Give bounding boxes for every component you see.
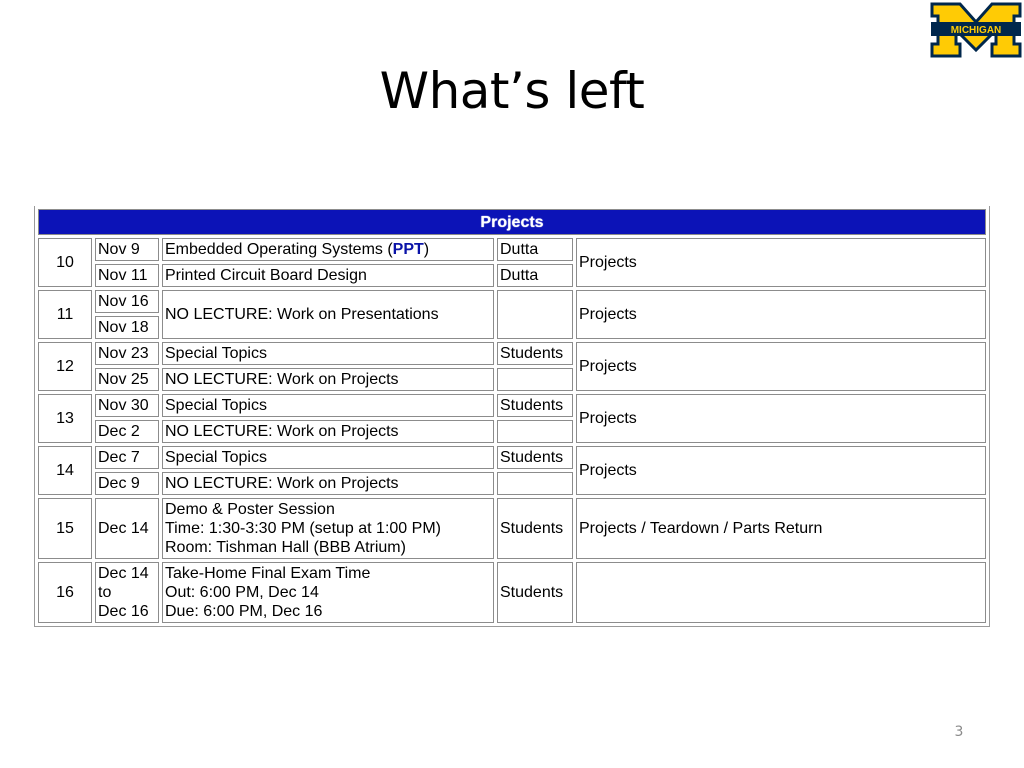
topic-line: Demo & Poster Session bbox=[165, 501, 335, 518]
lecture-date: Nov 30 bbox=[95, 394, 159, 417]
presenter bbox=[497, 290, 573, 339]
lecture-date: Dec 7 bbox=[95, 446, 159, 469]
michigan-block-m-logo bbox=[930, 2, 1022, 58]
presenter: Students bbox=[497, 342, 573, 365]
notes bbox=[576, 562, 986, 623]
lecture-date: Nov 23 bbox=[95, 342, 159, 365]
presenter: Students bbox=[497, 446, 573, 469]
lecture-date: Nov 25 bbox=[95, 368, 159, 391]
table-row bbox=[38, 562, 986, 623]
topic-line: Room: Tishman Hall (BBB Atrium) bbox=[165, 539, 406, 556]
lecture-topic: Printed Circuit Board Design bbox=[162, 264, 494, 287]
lecture-date bbox=[95, 562, 159, 623]
logo-text: MICHIGAN bbox=[950, 25, 1002, 36]
date-line: Dec 16 bbox=[98, 603, 149, 620]
ppt-link[interactable]: PPT bbox=[392, 241, 424, 258]
lecture-date: Nov 16 bbox=[95, 290, 159, 313]
lecture-topic: Embedded Operating Systems (PPT) bbox=[162, 238, 494, 261]
week-number: 12 bbox=[38, 342, 92, 391]
lecture-topic: Special Topics bbox=[162, 394, 494, 417]
table-header-row bbox=[38, 209, 986, 235]
presenter: Dutta bbox=[497, 264, 573, 287]
lecture-topic: NO LECTURE: Work on Projects bbox=[162, 420, 494, 443]
topic-line: Due: 6:00 PM, Dec 16 bbox=[165, 603, 323, 620]
lecture-topic: NO LECTURE: Work on Presentations bbox=[162, 290, 494, 339]
week-number: 10 bbox=[38, 238, 92, 287]
date-line: to bbox=[98, 584, 112, 601]
presenter bbox=[497, 420, 573, 443]
lecture-date: Nov 18 bbox=[95, 316, 159, 339]
schedule-table bbox=[35, 206, 989, 626]
presenter bbox=[497, 472, 573, 495]
lecture-topic: Special Topics bbox=[162, 446, 494, 469]
table-row bbox=[38, 290, 986, 313]
lecture-date: Dec 2 bbox=[95, 420, 159, 443]
week-number: 11 bbox=[38, 290, 92, 339]
presenter: Students bbox=[497, 394, 573, 417]
week-number: 13 bbox=[38, 394, 92, 443]
schedule-table-container bbox=[34, 206, 990, 627]
notes: Projects bbox=[576, 290, 986, 339]
table-row bbox=[38, 238, 986, 261]
table-row bbox=[38, 394, 986, 417]
lecture-topic: NO LECTURE: Work on Projects bbox=[162, 472, 494, 495]
presenter: Students bbox=[497, 562, 573, 623]
lecture-date: Nov 9 bbox=[95, 238, 159, 261]
topic-line: Time: 1:30-3:30 PM (setup at 1:00 PM) bbox=[165, 520, 441, 537]
notes: Projects bbox=[576, 394, 986, 443]
week-number: 14 bbox=[38, 446, 92, 495]
slide-title: What’s left bbox=[379, 62, 645, 120]
notes: Projects bbox=[576, 238, 986, 287]
table-row bbox=[38, 342, 986, 365]
topic-line: Take-Home Final Exam Time bbox=[165, 565, 371, 582]
section-header: Projects bbox=[38, 209, 986, 235]
presenter: Dutta bbox=[497, 238, 573, 261]
presenter: Students bbox=[497, 498, 573, 559]
lecture-date: Dec 9 bbox=[95, 472, 159, 495]
lecture-date: Dec 14 bbox=[95, 498, 159, 559]
topic-line: Out: 6:00 PM, Dec 14 bbox=[165, 584, 319, 601]
lecture-topic bbox=[162, 562, 494, 623]
presenter bbox=[497, 368, 573, 391]
lecture-date: Nov 11 bbox=[95, 264, 159, 287]
date-line: Dec 14 bbox=[98, 565, 149, 582]
notes: Projects / Teardown / Parts Return bbox=[576, 498, 986, 559]
notes: Projects bbox=[576, 342, 986, 391]
lecture-topic: Special Topics bbox=[162, 342, 494, 365]
notes: Projects bbox=[576, 446, 986, 495]
table-row bbox=[38, 446, 986, 469]
week-number: 16 bbox=[38, 562, 92, 623]
page-number: 3 bbox=[954, 724, 964, 740]
week-number: 15 bbox=[38, 498, 92, 559]
lecture-topic: NO LECTURE: Work on Projects bbox=[162, 368, 494, 391]
lecture-topic bbox=[162, 498, 494, 559]
table-row bbox=[38, 498, 986, 559]
